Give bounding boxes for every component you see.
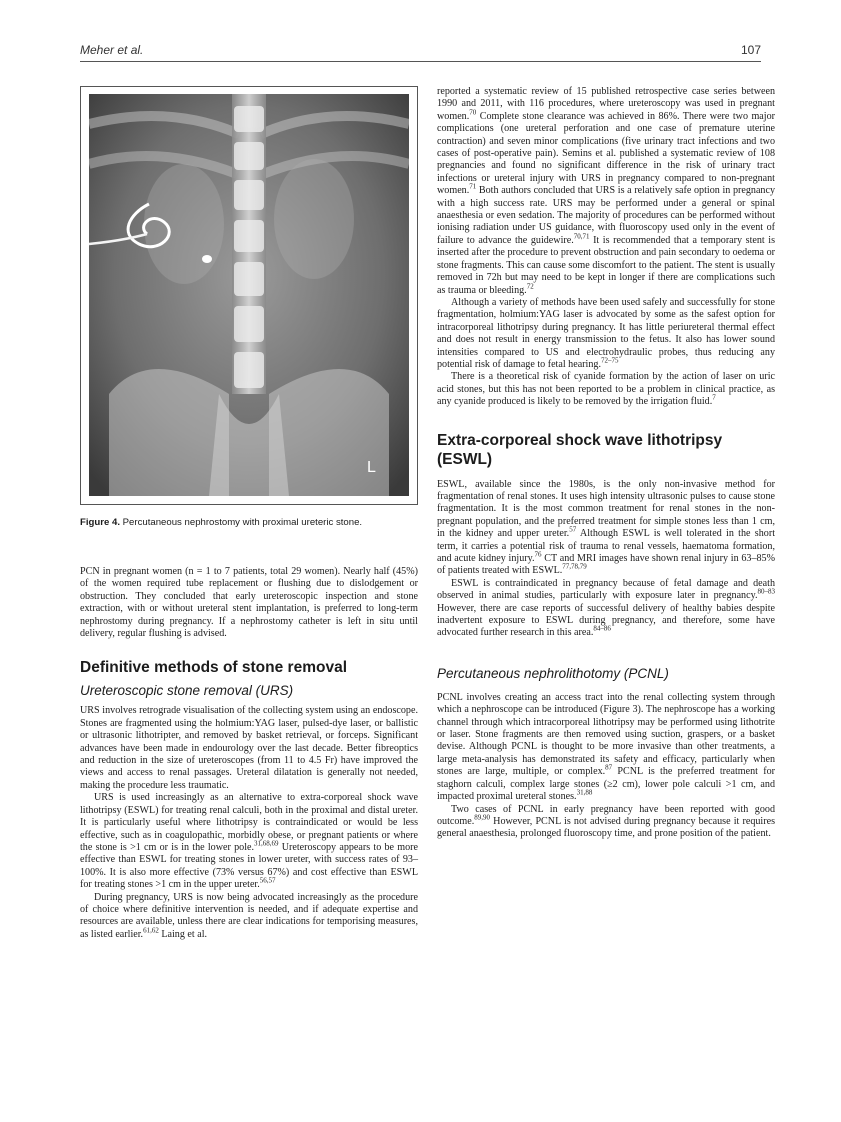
figure-label: Figure 4.	[80, 517, 120, 528]
citation: 89,90	[474, 813, 491, 822]
paragraph-holmium	[437, 297, 775, 371]
side-marker-l: L	[367, 459, 376, 476]
text: reported a systematic review of 15 published retrospective case series between 1990 and 2011, with 116 procedures, where ureteroscopy was used in pregnant women.	[437, 86, 775, 122]
text: Both authors concluded that URS is a relatively safe option in pregnancy with a high success rate. URS may be performed under a general or spinal anaesthesia or even sedation. The majority of procedures can be performed without ionising radiation under US guidance, with fluoroscopy used only in the event of failure to advance the guidewire.	[437, 185, 775, 246]
heading-definitive-methods: Definitive methods of stone removal	[80, 659, 347, 677]
text: Two cases of PCNL in early pregnancy have been reported with good outcome.	[437, 803, 775, 827]
text: During pregnancy, URS is now being advocated increasingly as the procedure of choice where definitive intervention is needed, and if adequate expertise and resources are available, unless there are clear indications for temporising measures, as listed earlier.	[80, 891, 418, 940]
citation: 71	[469, 182, 477, 191]
citation: 72	[526, 282, 534, 291]
paragraph-pcn: PCN in pregnant women (n = 1 to 7 patients, total 29 women). Nearly half (45%) of the women required tube replacement or flushing due to dislodgement or obstruction. They concluded that early ureteroscopic inspection and stone extraction, with or without ureteral stent implantation, is preferred to long-term nephrostomy during pregnancy. If a nephrostomy catheter is left in situ until delivery, regular flushing is advised.	[80, 566, 418, 640]
text: There is a theoretical risk of cyanide formation by the action of laser on uric acid stones, but this has not been reported to be a problem in clinical practice, as any cyanide produced is likely to be removed by the irrigation fluid.	[437, 371, 775, 408]
citation: 72–75	[600, 356, 619, 365]
text: Although ESWL is well tolerated in the short term, it carries a potential risk of trauma to renal vessels, haematoma formation, and acute kidney injury.	[437, 528, 775, 564]
citation: 84–86	[593, 625, 611, 634]
running-header-authors: Meher et al.	[80, 43, 144, 57]
citation: 57	[569, 525, 577, 534]
paragraph-urs-1: URS involves retrograde visualisation of the collecting system using an endoscope. Stones are fragmented using the holmium:YAG laser, pulsed-dye laser, or ballistic or ultrasonic lithotripter, and removed by basket retrieval, or forceps. Significant advances have been made in endourology over the last decade. Better fibreoptics and reduction in the size of ureteroscopes (from 11 to 4.5 Fr) have improved the views and access to renal passages. Ureteral dilatation is generally not needed, making the procedure less traumatic.	[80, 705, 418, 791]
paragraph-urs-3	[80, 892, 418, 942]
paragraph-eswl-2	[437, 578, 775, 640]
paragraph-review	[437, 86, 775, 297]
citation: 7	[712, 393, 716, 402]
text: However, there are case reports of successful delivery of healthy babies despite inadvertent exposure to ESWL during pregnancy, and therefore, some have advocated further research in this area.	[437, 602, 775, 639]
heading-urs: Ureteroscopic stone removal (URS)	[80, 683, 294, 699]
text: URS is used increasingly as an alternative to extra-corporeal shock wave lithotripsy (ESWL) for treating renal calculi, both in the proximal and distal ureter. It is particularly useful where lithotripsy is contraindicated or would be less effective, such as in coagulopathic, morbidly obese, or pregnant patients or where the stone is >1 cm or is in the lower pole.	[80, 792, 418, 853]
text: PCNL involves creating an access tract into the renal collecting system through which a nephroscope can be introduced (Figure 3). The nephroscope has a working channel through which intracorporeal lithotripsy may be performed using lithotrite or laser. Stone fragments are then removed using suction, graspers, or a basket devise. Although PCNL is thought to be more invasive than other treatments, a large meta-analysis has demonstrated its safety and efficacy, particularly when stones are large, multiple, or complex.	[437, 691, 775, 778]
text: Complete stone clearance was achieved in 86%. There were two major complications (one ureteral perforation and one case of premature uterine contraction) and seven minor complications (five urinary tract infections and two cases of post-operative pain). Semins et al. published a systematic review of 108 pregnancies and found no significant difference in the risk of urinary tract infections or ureteral injury with URS in pregnancy compared to non-pregnant women.	[437, 110, 775, 197]
citation: 56,57	[259, 876, 276, 885]
citation: 70,71	[573, 232, 590, 241]
text: Ureteroscopy appears to be more effective than ESWL for treating stones in lower ureter, with success rates of 93–100%. It is also more effective (73% versus 67%) and cost effective than ESWL for treating stones >1 cm in the upper ureter.	[80, 841, 418, 891]
paragraph-pcnl-1	[437, 692, 775, 804]
heading-pcnl: Percutaneous nephrolithotomy (PCNL)	[437, 665, 669, 681]
citation: 31,88	[576, 788, 593, 797]
text: ESWL is contraindicated in pregnancy because of fetal damage and death observed in animal studies, particularly with exposure later in pregnancy.	[437, 577, 775, 602]
paragraph-cyanide	[437, 371, 775, 408]
text: Laing et al.	[158, 928, 208, 940]
text: However, PCNL is not advised during pregnancy because it requires general anaesthesia, prolonged fluoroscopy time, and prone position of the patient.	[437, 815, 775, 840]
citation: 76	[534, 550, 542, 559]
figure-caption	[80, 517, 418, 529]
xray-image	[89, 94, 409, 496]
citation: 87	[605, 763, 613, 772]
heading-eswl: Extra-corporeal shock wave lithotripsy (ESWL)	[437, 431, 723, 468]
paragraph-urs-2	[80, 792, 418, 891]
right-column	[437, 86, 775, 841]
left-column	[80, 86, 418, 941]
text: Although a variety of methods have been used safely and successfully for stone fragmentation, holmium:YAG laser is advocated by some as the safest option for intracorporeal lithotripsy during pregnancy. It has little periureteral thermal effect and does not result in energy transmission to the fetus. It also has lower sound intensities compared to US and electrohydraulic probes, thus reducing any potential risk of damage to fetal hearing.	[437, 296, 775, 370]
citation: 31,68,69	[254, 839, 279, 848]
figure-xray	[80, 86, 418, 505]
citation: 77,78,79	[562, 563, 587, 572]
text: PCNL is the preferred treatment for staghorn calculi, complex large stones (≥2 cm), lower pole calculi >1 cm, and impacted proximal ureteral stones.	[437, 766, 775, 803]
text: It is recommended that a temporary stent is inserted after the procedure to prevent obstruction and pain secondary to oedema or stone fragments. This can cause some discomfort to the patient. The stent is usually removed in 72h but may need to be kept in longer if there are complications such as trauma or bleeding.	[437, 234, 776, 296]
paragraph-pcnl-2	[437, 804, 775, 841]
header-rule	[80, 61, 761, 62]
text: CT and MRI images have shown renal injury in 63–85% of patients treated with ESWL.	[437, 553, 776, 577]
figure-caption-text: Percutaneous nephrostomy with proximal ureteric stone.	[122, 517, 363, 528]
paragraph-eswl-1	[437, 479, 775, 578]
text: ESWL, available since the 1980s, is the only non-invasive method for fragmentation of renal stones. It uses high intensity ultrasonic pulses to cause stone fragmentation. It is the most common treatment for renal stones in the non-pregnant population, and the preferred treatment for simple stones less than 1 cm, in the kidney and upper ureter.	[437, 478, 775, 540]
citation: 61,62	[143, 926, 159, 935]
citation: 80–83	[757, 587, 775, 596]
page-number: 107	[740, 43, 761, 57]
citation: 70	[469, 108, 477, 117]
